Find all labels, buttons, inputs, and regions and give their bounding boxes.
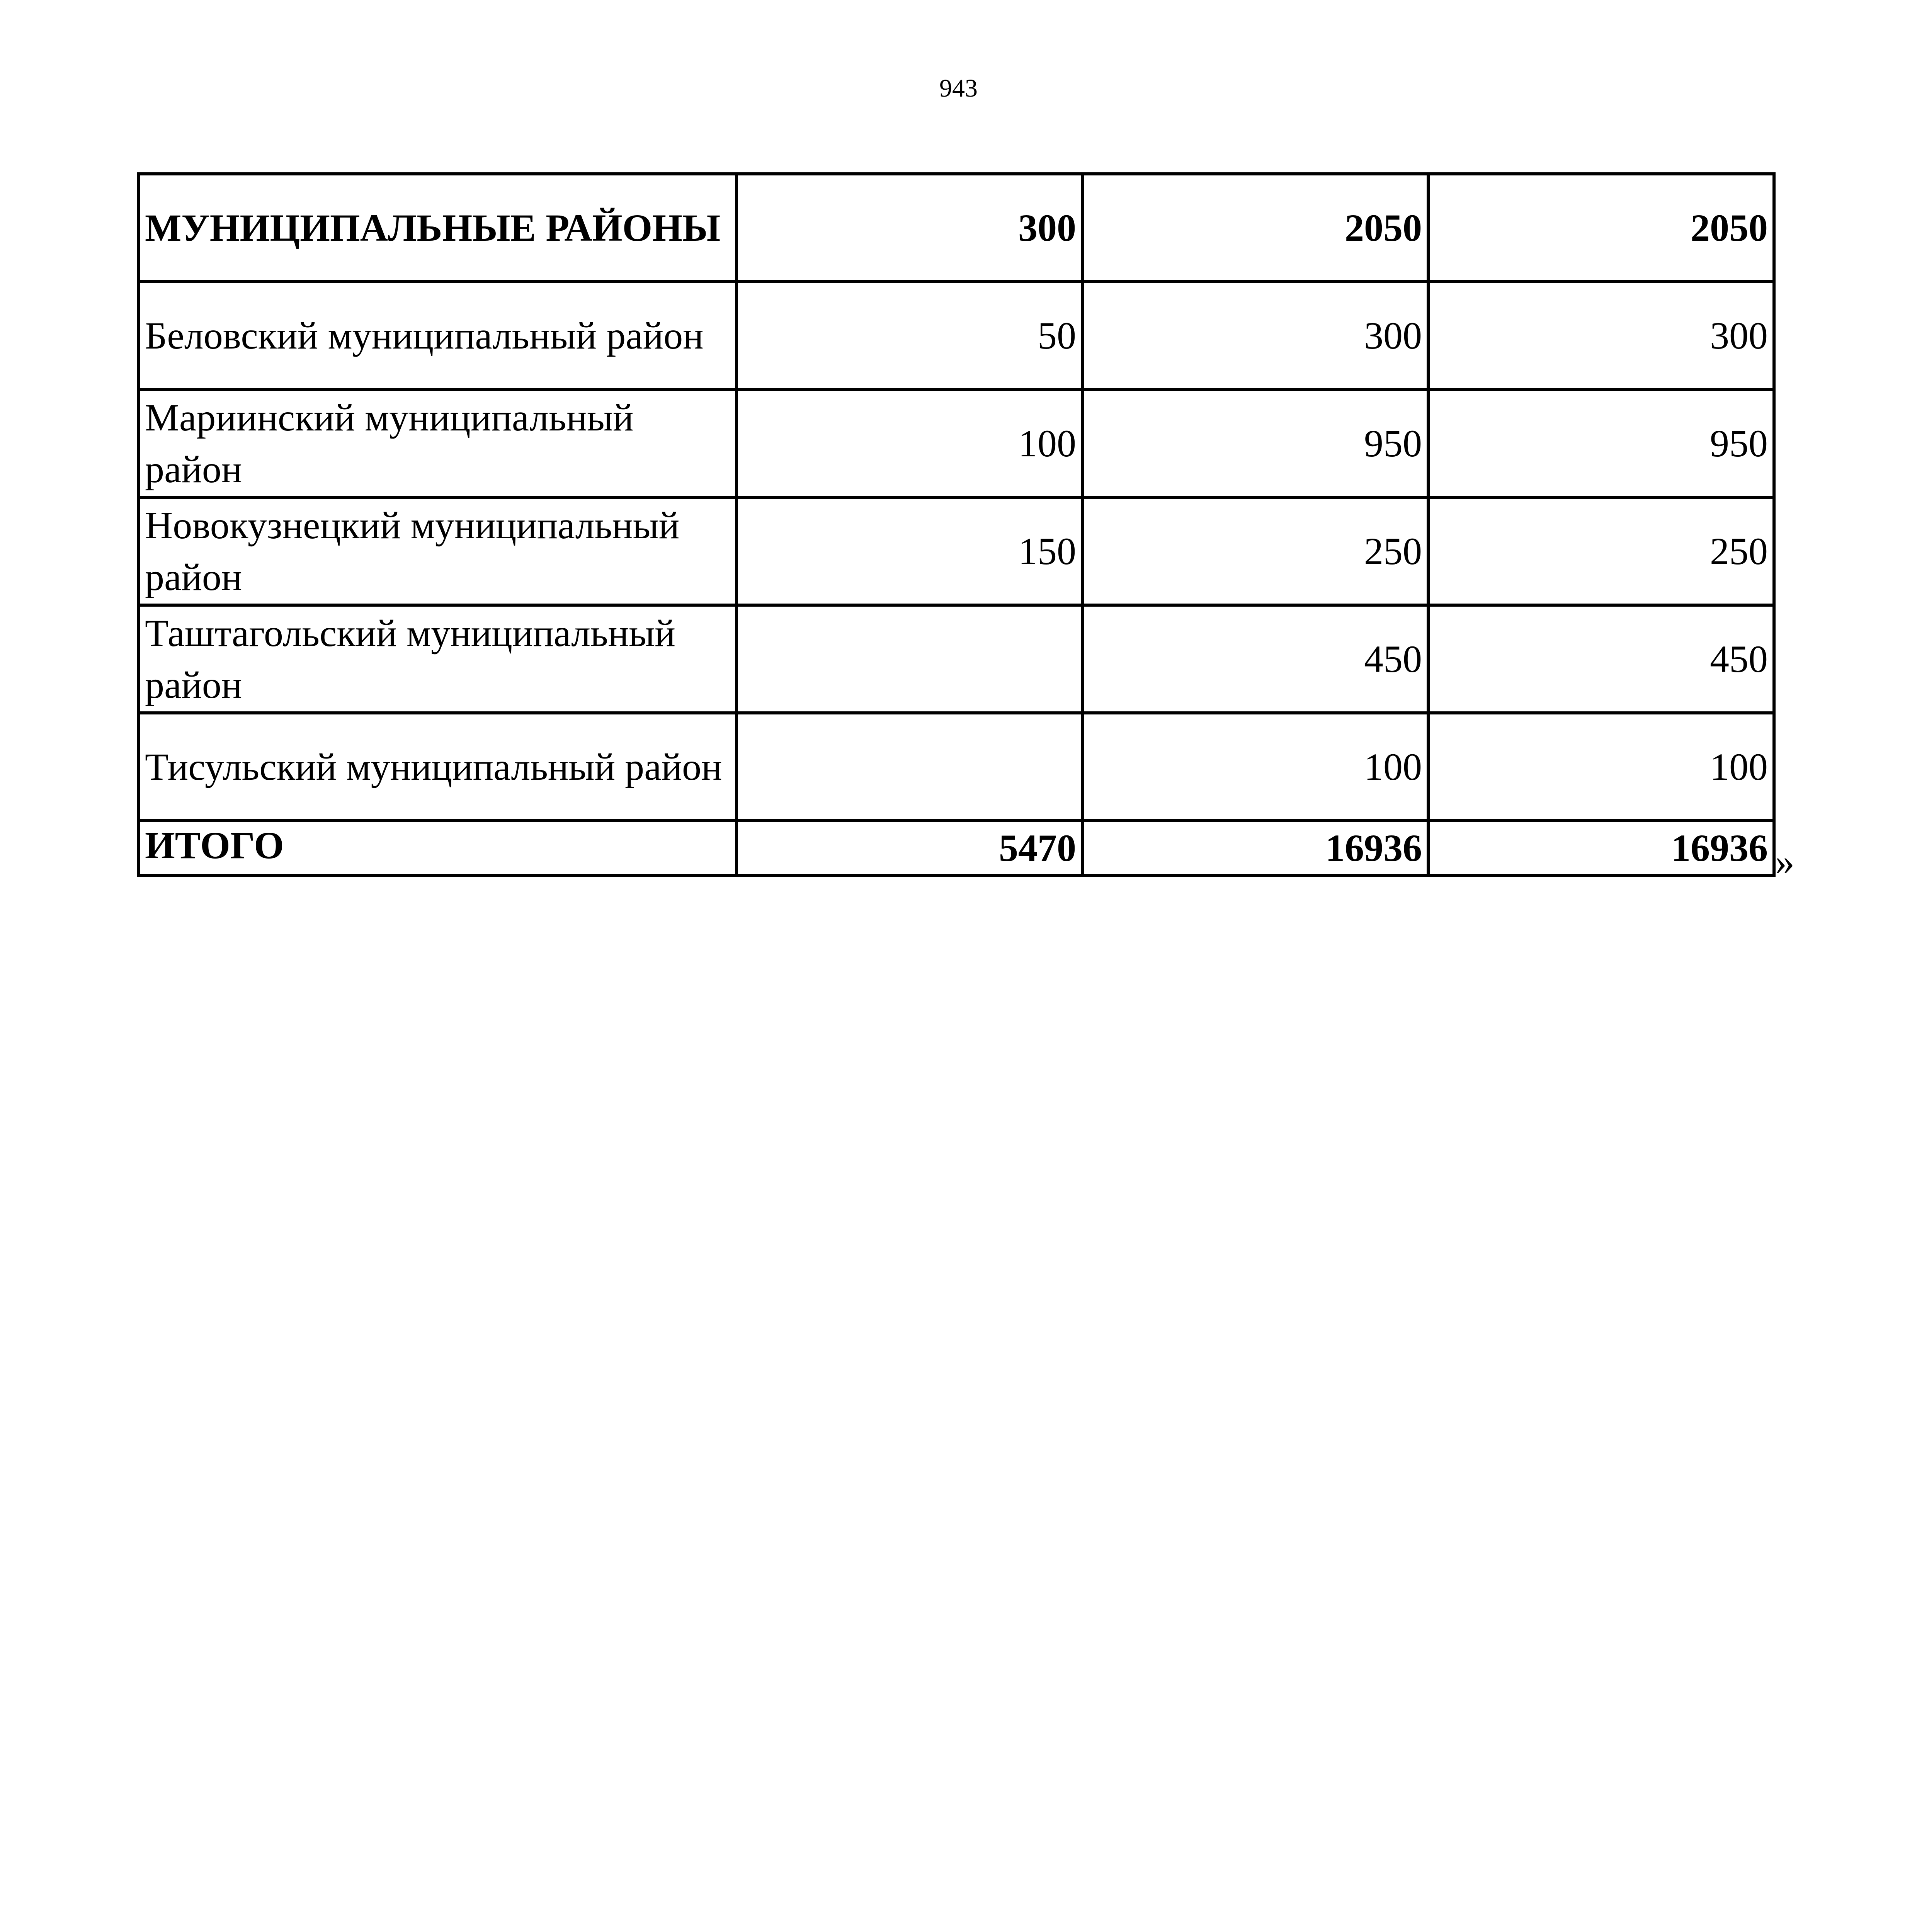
row-value-1 bbox=[737, 713, 1082, 821]
row-name: ИТОГО bbox=[139, 821, 737, 876]
row-value-1: 100 bbox=[737, 389, 1082, 497]
table-row bbox=[139, 497, 1774, 605]
row-name: Беловский муниципальный район bbox=[139, 282, 737, 389]
row-value-1: 50 bbox=[737, 282, 1082, 389]
row-name: Мариинский муниципальный район bbox=[139, 389, 737, 497]
row-value-2: 950 bbox=[1082, 389, 1428, 497]
row-value-2: 250 bbox=[1082, 497, 1428, 605]
row-name: Таштагольский муниципальный район bbox=[139, 605, 737, 713]
row-value-1: 150 bbox=[737, 497, 1082, 605]
row-value-3: 250 bbox=[1428, 497, 1774, 605]
row-name: Тисульский муниципальный район bbox=[139, 713, 737, 821]
row-name: Новокузнецкий муниципальный район bbox=[139, 497, 737, 605]
table-row bbox=[139, 605, 1774, 713]
row-value-3: 950 bbox=[1428, 389, 1774, 497]
row-value-1: 300 bbox=[737, 174, 1082, 282]
budget-table bbox=[137, 172, 1776, 877]
row-value-3: 2050 bbox=[1428, 174, 1774, 282]
row-value-3: 100 bbox=[1428, 713, 1774, 821]
row-value-3: 16936 bbox=[1428, 821, 1774, 876]
page-number: 943 bbox=[939, 74, 978, 102]
row-value-3: 300 bbox=[1428, 282, 1774, 389]
row-value-1 bbox=[737, 605, 1082, 713]
table-row bbox=[139, 389, 1774, 497]
closing-quote-mark: » bbox=[1775, 840, 1795, 883]
row-value-2: 2050 bbox=[1082, 174, 1428, 282]
row-value-3: 450 bbox=[1428, 605, 1774, 713]
table-row-section-header bbox=[139, 174, 1774, 282]
row-value-2: 100 bbox=[1082, 713, 1428, 821]
row-value-2: 16936 bbox=[1082, 821, 1428, 876]
table-row bbox=[139, 713, 1774, 821]
row-name: МУНИЦИПАЛЬНЫЕ РАЙОНЫ bbox=[139, 174, 737, 282]
row-value-2: 450 bbox=[1082, 605, 1428, 713]
row-value-1: 5470 bbox=[737, 821, 1082, 876]
table-row bbox=[139, 282, 1774, 389]
row-value-2: 300 bbox=[1082, 282, 1428, 389]
table-row-total bbox=[139, 821, 1774, 876]
